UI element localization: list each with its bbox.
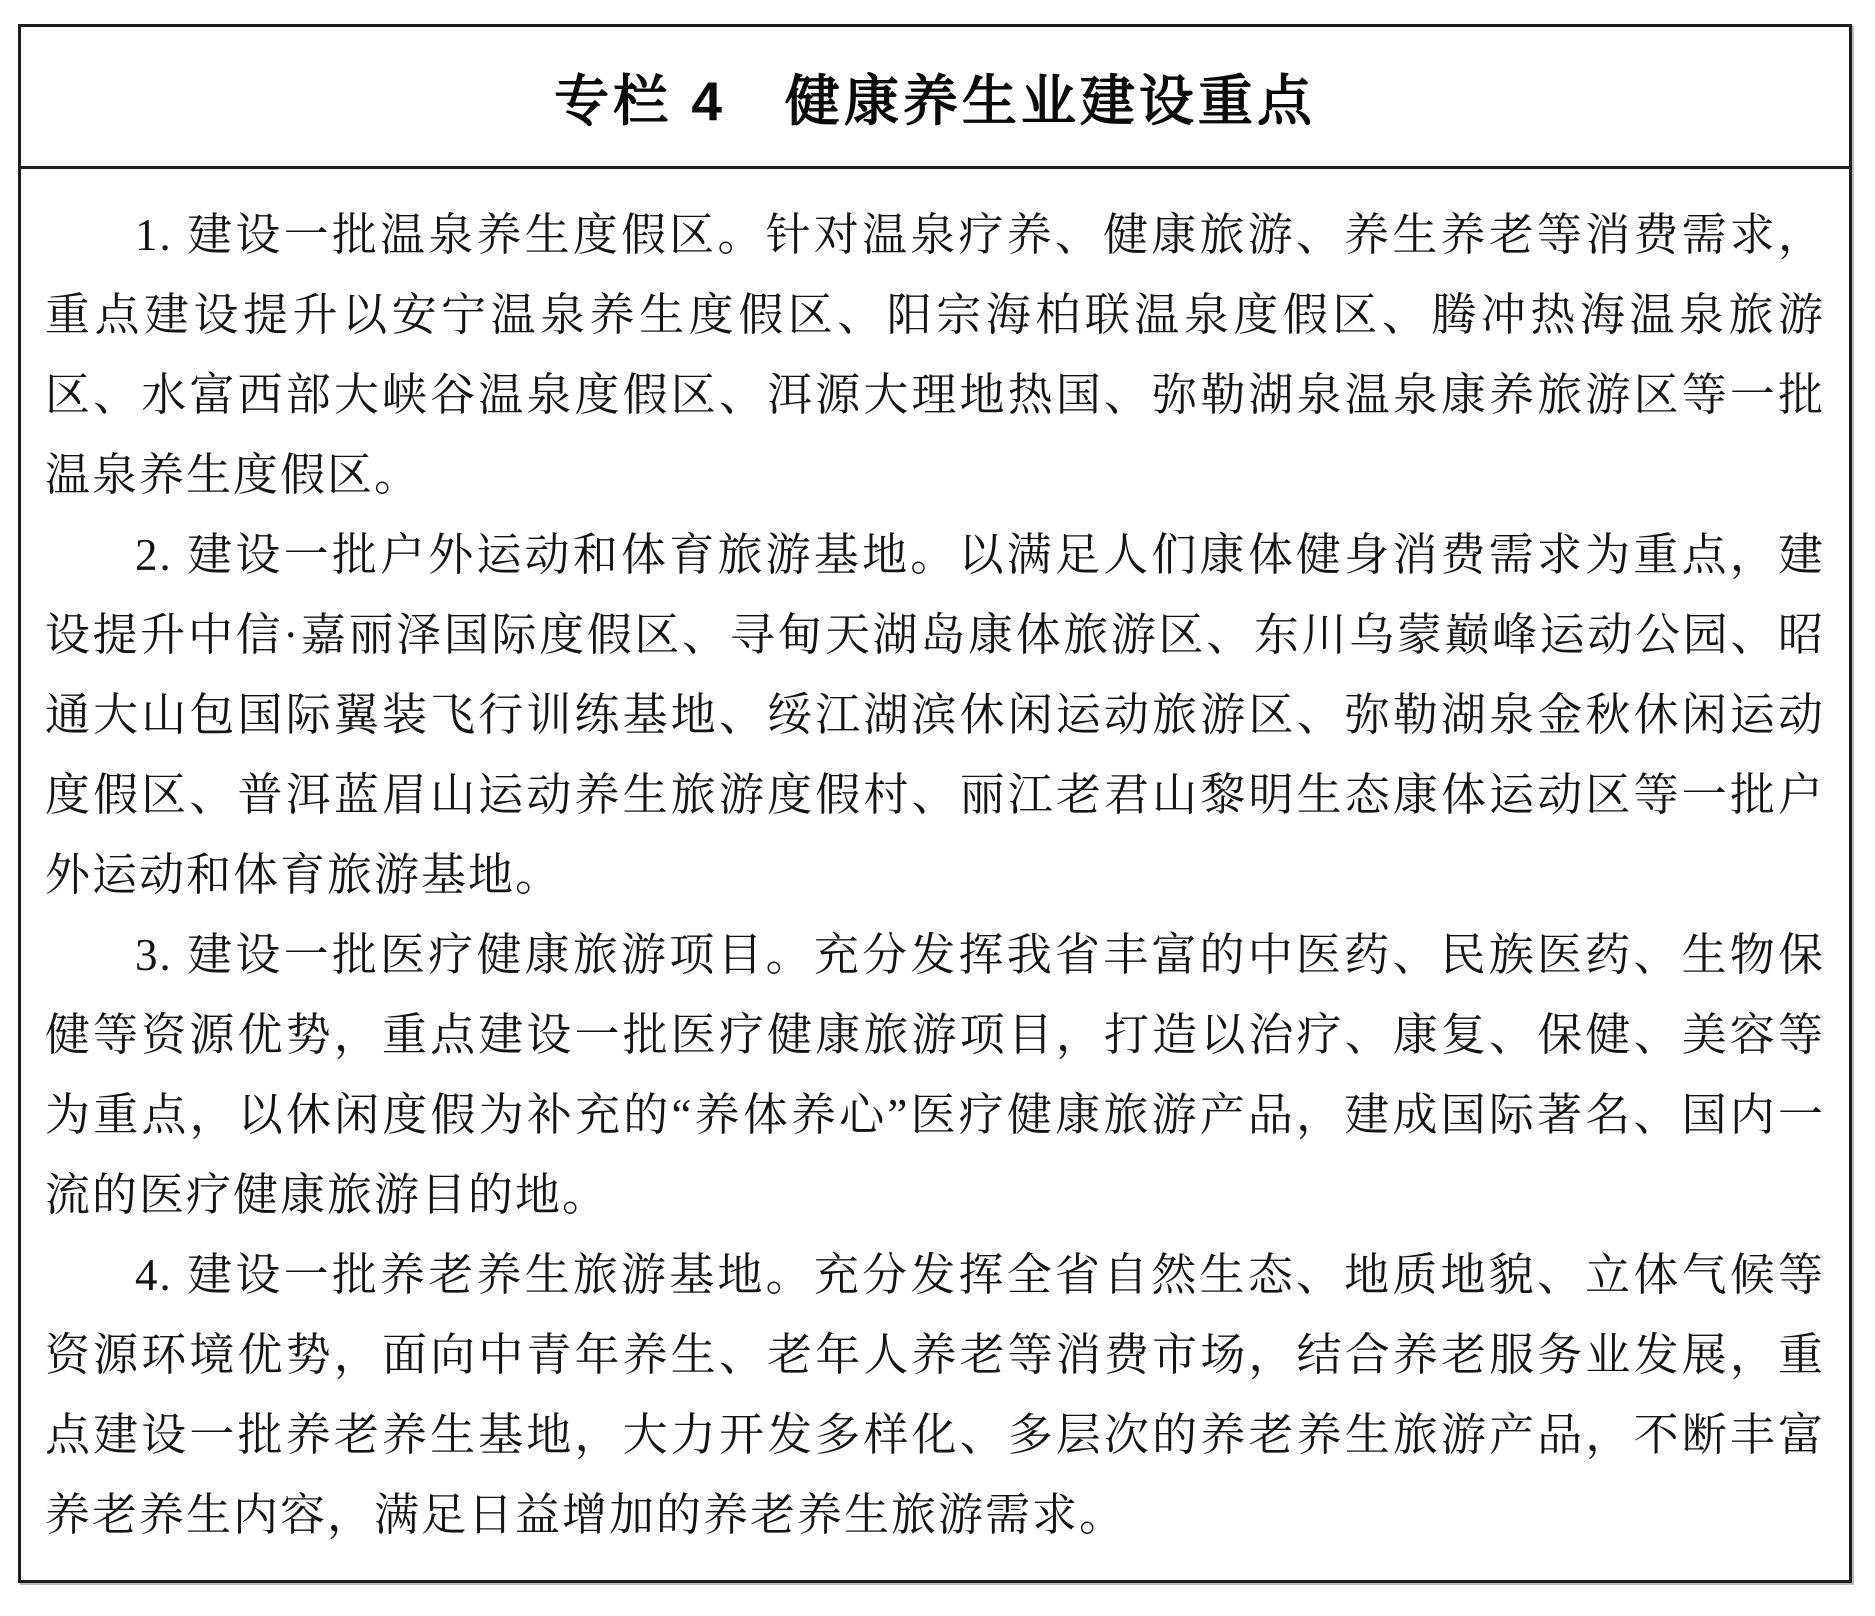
- paragraph-elderly-wellness-bases: 4. 建设一批养老养生旅游基地。充分发挥全省自然生态、地质地貌、立体气候等资源环境优势，面向中青年养生、老年人养老等消费市场，结合养老服务业发展，重点建设一批养老养生基地，大力开发多样化、多层次的养老养生旅游产品，不断丰富养老养生内容，满足日益增加的养老养生旅游需求。: [45, 1250, 1825, 1540]
- paragraph-hot-spring-resorts: 1. 建设一批温泉养生度假区。针对温泉疗养、健康旅游、养生养老等消费需求，重点建设提升以安宁温泉养生度假区、阳宗海柏联温泉度假区、腾冲热海温泉旅游区、水富西部大峡谷温泉度假区、洱源大理地热国、弥勒湖泉温泉康养旅游区等一批温泉养生度假区。: [45, 210, 1825, 500]
- paragraph-outdoor-sports-bases: 2. 建设一批户外运动和体育旅游基地。以满足人们康体健身消费需求为重点，建设提升中信·嘉丽泽国际度假区、寻甸天湖岛康体旅游区、东川乌蒙巅峰运动公园、昭通大山包国际翼装飞行训练基地、绥江湖滨休闲运动旅游区、弥勒湖泉金秋休闲运动度假区、普洱蓝眉山运动养生旅游度假村、丽江老君山黎明生态康体运动区等一批户外运动和体育旅游基地。: [45, 530, 1825, 900]
- panel-title: 专栏 4 健康养生业建设重点: [554, 70, 1316, 132]
- paragraph-medical-health-tourism: 3. 建设一批医疗健康旅游项目。充分发挥我省丰富的中医药、民族医药、生物保健等资源优势，重点建设一批医疗健康旅游项目，打造以治疗、康复、保健、美容等为重点，以休闲度假为补充的“养体养心”医疗健康旅游产品，建成国际著名、国内一流的医疗健康旅游目的地。: [45, 930, 1825, 1220]
- panel-header: [21, 27, 1849, 169]
- column-panel: [18, 24, 1852, 1583]
- panel-body: [21, 169, 1849, 1555]
